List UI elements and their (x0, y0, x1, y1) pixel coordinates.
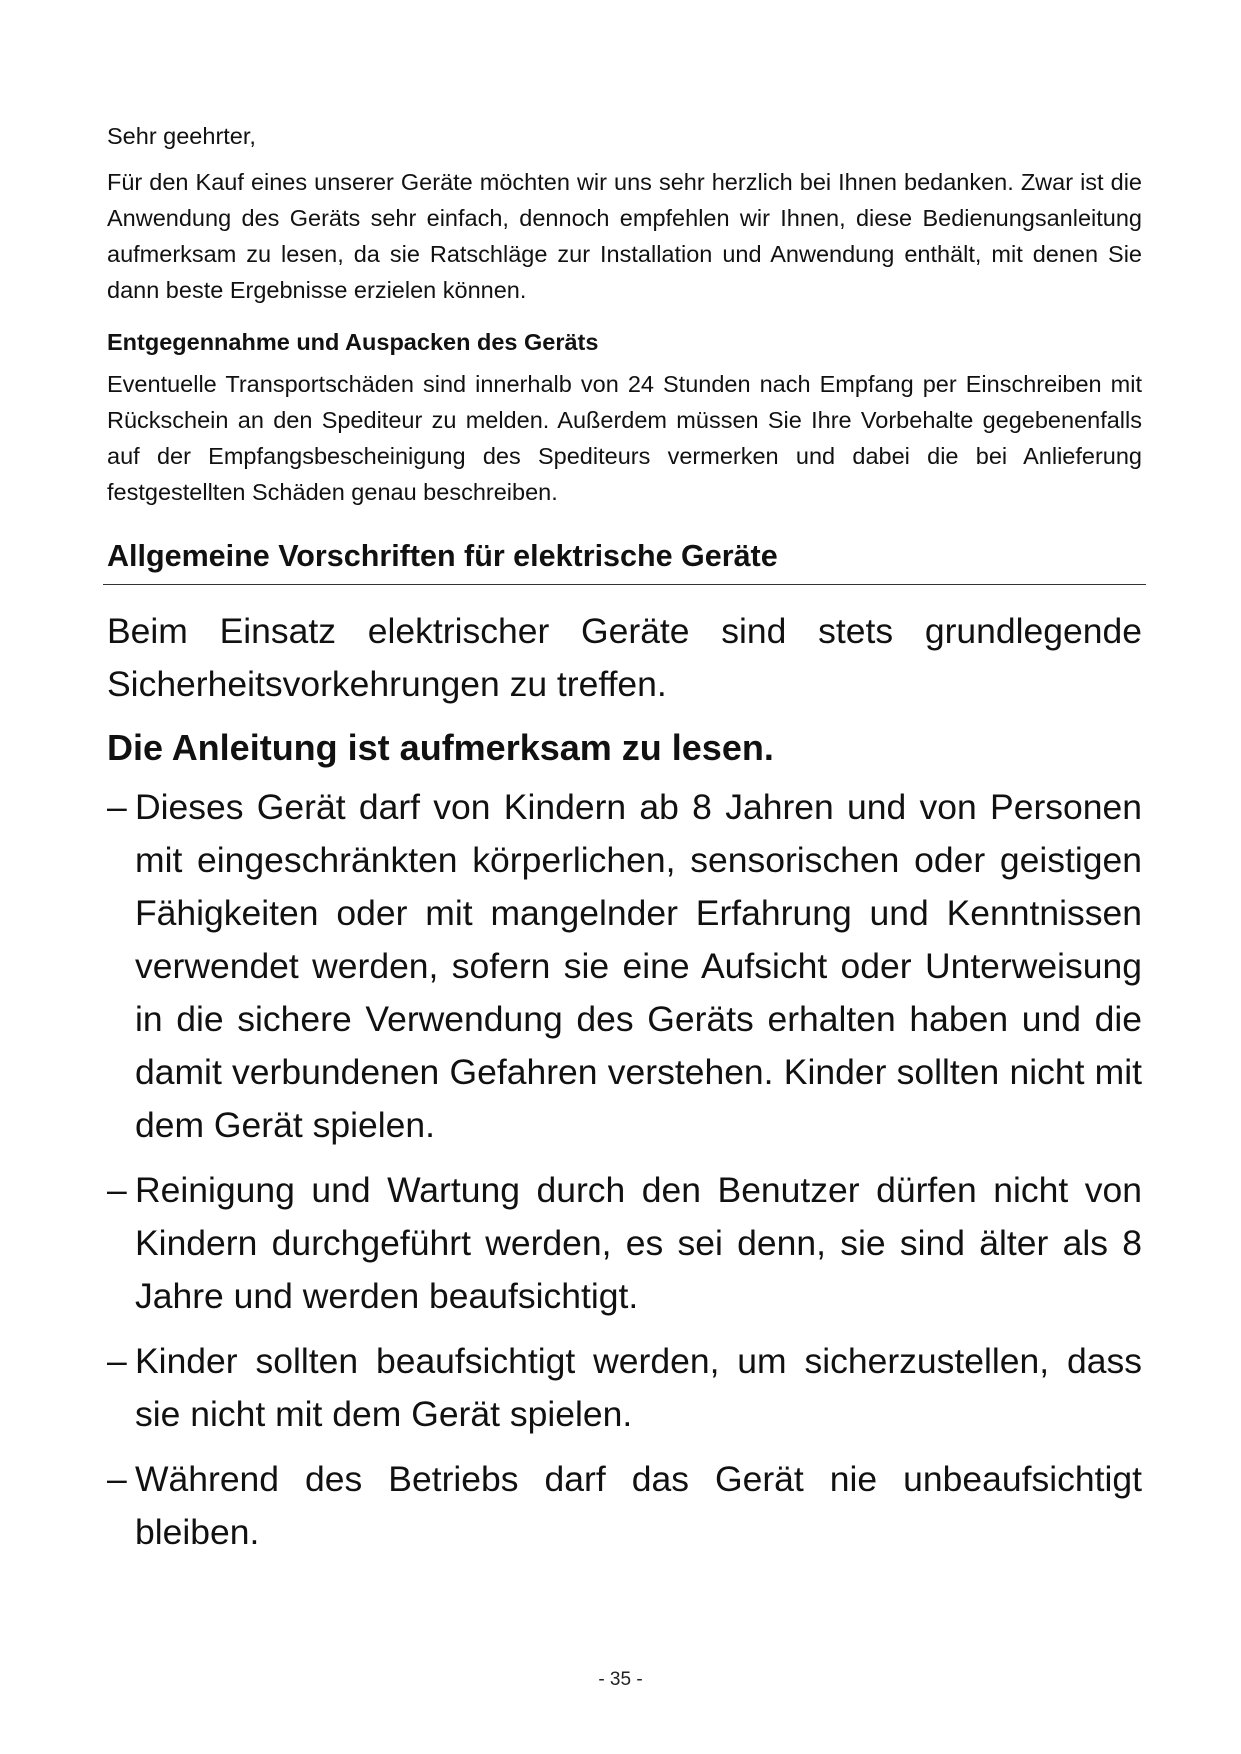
list-item (107, 1164, 1142, 1323)
list-item-text: Reinigung und Wartung durch den Benutzer dürfen nicht von Kindern durchgeführt werden, es sei denn, sie sind älter als 8 Jahre und werden beaufsichtigt. (135, 1170, 1142, 1316)
intro-paragraph: Für den Kauf eines unserer Geräte möchten wir uns sehr herzlich bei Ihnen bedanken. Zwar ist die Anwendung des Geräts sehr einfach, dennoch empfehlen wir Ihnen, diese Bedienungsanleitung aufmerksam zu lesen, da sie Ratschläge zur Installation und Anwendung enthält, mit denen Sie dann beste Ergebnisse erzielen können. (107, 169, 1142, 303)
receiving-paragraph: Eventuelle Transportschäden sind innerhalb von 24 Stunden nach Empfang per Einschreiben mit Rückschein an den Spediteur zu melden. Außerdem müssen Sie Ihre Vorbehalte gegebenenfalls auf der Empfangsbescheinigung des Spediteurs vermerken und dabei die bei Anlieferung festgestellten Schäden genau beschreiben. (107, 371, 1142, 505)
list-item-text: Dieses Gerät darf von Kindern ab 8 Jahren und von Personen mit eingeschränkten körperlichen, sensorischen oder geistigen Fähigkeiten oder mit mangelnder Erfahrung und Kenntnissen verwendet werden, sofern sie eine Aufsicht oder Unterweisung in die sichere Verwendung des Geräts erhalten haben und die damit verbundenen Gefahren verstehen. Kinder sollten nicht mit dem Gerät spielen. (135, 787, 1142, 1145)
safety-list (107, 781, 1142, 1559)
safety-intro: Beim Einsatz elektrischer Geräte sind stets grundlegende Sicherheitsvorkehrungen zu treffen. (107, 611, 1142, 704)
dash-bullet: – (107, 1341, 127, 1381)
list-item-text: Während des Betriebs darf das Gerät nie unbeaufsichtigt bleiben. (135, 1459, 1142, 1552)
page-number: - 35 - (598, 1669, 643, 1690)
read-instructions-notice: Die Anleitung ist aufmerksam zu lesen. (107, 727, 774, 768)
dash-bullet: – (107, 1170, 127, 1210)
greeting: Sehr geehrter, (107, 123, 256, 149)
list-item (107, 781, 1142, 1152)
receiving-heading: Entgegennahme und Auspacken des Geräts (107, 329, 599, 355)
safety-section-title: Allgemeine Vorschriften für elektrische Geräte (103, 534, 1146, 585)
list-item (107, 1453, 1142, 1559)
dash-bullet: – (107, 1459, 127, 1499)
dash-bullet: – (107, 787, 127, 827)
list-item (107, 1335, 1142, 1441)
document-page (107, 118, 1142, 1571)
list-item-text: Kinder sollten beaufsichtigt werden, um sicherzustellen, dass sie nicht mit dem Gerät spielen. (135, 1341, 1142, 1434)
